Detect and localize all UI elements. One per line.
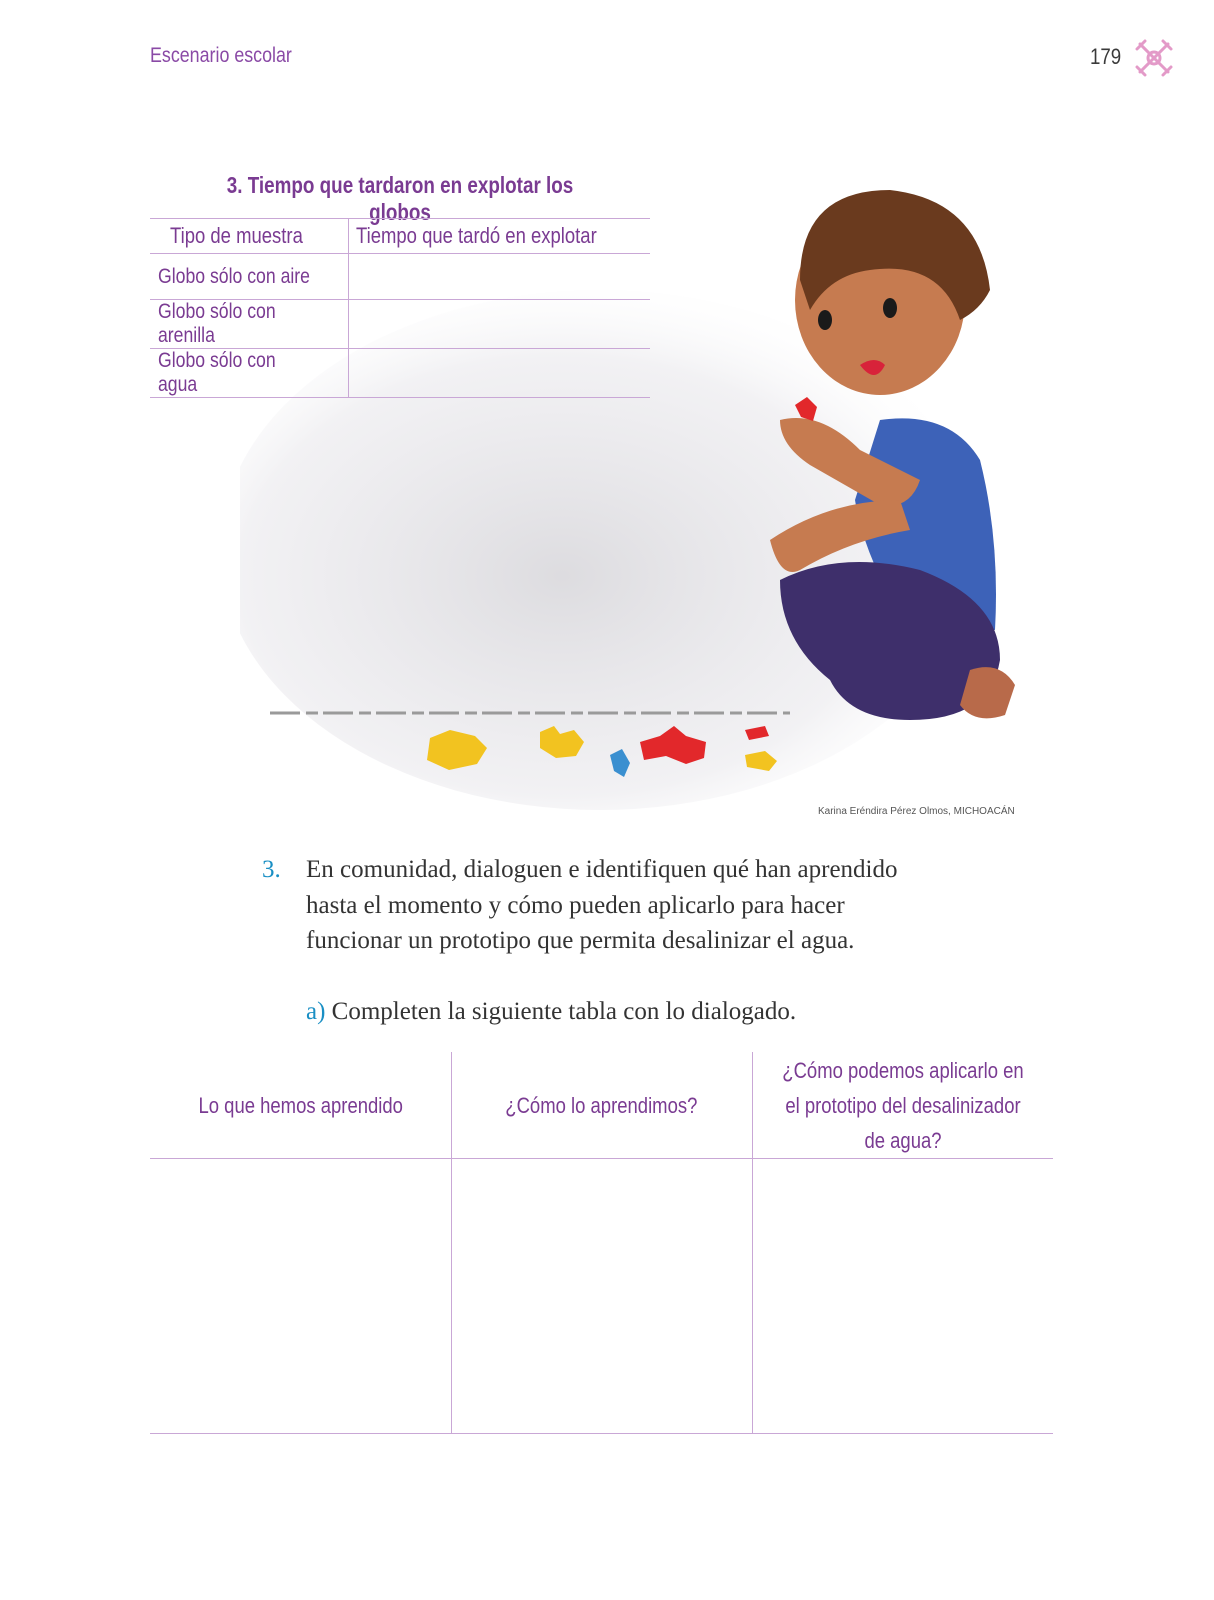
learning-table [150,1052,1053,1434]
col-header-time: Tiempo que tardó en explotar [349,219,651,254]
table-row [150,254,650,300]
flower-ornament-icon [1134,38,1174,78]
row-label: Globo sólo con arenilla [150,300,349,349]
illustration-credit: Karina Eréndira Pérez Olmos, MICHOACÁN [818,806,1015,817]
balloons-table-title: 3. Tiempo que tardaron en explotar los globos [226,172,574,225]
row-label: Globo sólo con agua [150,349,349,398]
table-row [150,300,650,349]
col-header-how-learned: ¿Cómo lo aprendimos? [451,1052,752,1159]
question-number: 3. [262,856,281,883]
sub-question-letter: a) [306,998,326,1025]
col-header-apply: ¿Cómo podemos aplicarlo en el prototipo del desalinizador de agua? [752,1052,1053,1159]
sub-question [306,994,796,1030]
balloons-table [150,218,650,398]
answer-cell[interactable] [150,1159,451,1434]
answer-cell[interactable] [349,349,651,398]
question-text: En comunidad, dialoguen e identifiquen qué han aprendido hasta el momento y cómo pueden aplicarlo para hacer funcionar un prototipo que permita desalinizar el agua. [306,856,898,954]
answer-cell[interactable] [349,300,651,349]
col-header-learned: Lo que hemos aprendido [150,1052,451,1159]
col-header-sample-type: Tipo de muestra [150,219,349,254]
section-title: Escenario escolar [150,44,292,67]
table-row [150,1159,1053,1434]
sub-question-text: Completen la siguiente tabla con lo dialogado. [331,998,797,1025]
answer-cell[interactable] [752,1159,1053,1434]
row-label: Globo sólo con aire [150,254,349,300]
answer-cell[interactable] [451,1159,752,1434]
table-row [150,349,650,398]
page-number: 179 [1090,44,1122,69]
answer-cell[interactable] [349,254,651,300]
